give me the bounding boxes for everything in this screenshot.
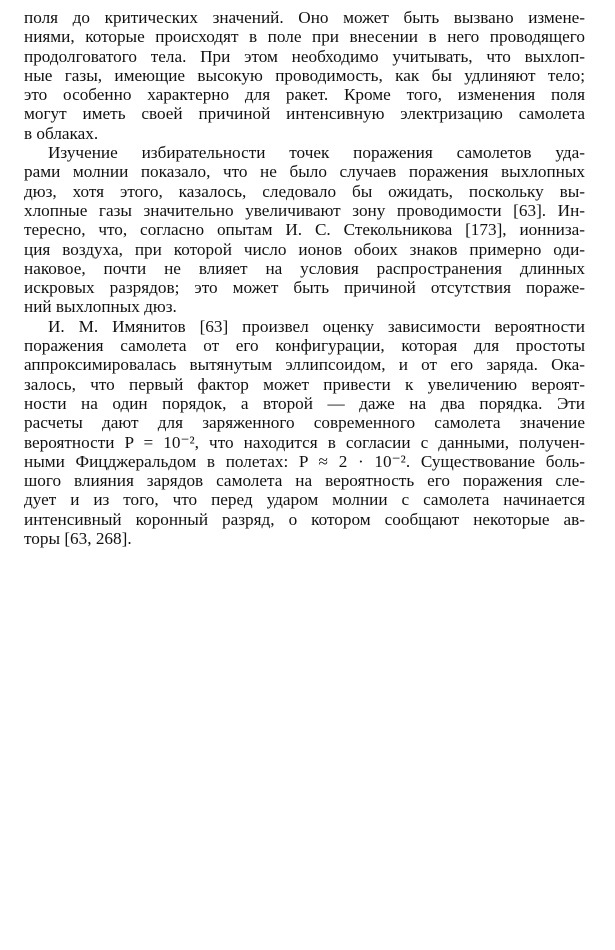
text-line: аппроксимировалась вытянутым эллипсоидом, и от его заряда. Ока- [24, 355, 585, 375]
text-line: поражения самолета от его конфигурации, которая для простоты [24, 336, 585, 356]
text-line: шого влияния зарядов самолета на вероятность его поражения сле- [24, 471, 585, 491]
text-line: в облаках. [24, 123, 99, 143]
text-line: расчеты дают для заряженного современного самолета значение [24, 413, 585, 433]
text-line: рами молнии показало, что не было случаев поражения выхлопных [24, 162, 585, 182]
text-line: ными Фицджеральдом в полетах: P ≈ 2 · 10⁻². Существование боль- [24, 451, 585, 471]
text-line: торы [63, 268]. [24, 529, 132, 549]
text-line: И. М. Имянитов [63] произвел оценку зависимости вероятности [48, 316, 585, 336]
paragraph-3 [24, 317, 585, 549]
text-line: ниями, которые происходят в поле при внесении в него проводящего [24, 27, 585, 47]
text-line: могут иметь своей причиной интенсивную электризацию самолета [24, 104, 585, 124]
text-line: хлопные газы значительно увеличивают зону проводимости [63]. Ин- [24, 200, 585, 220]
text-line: ний выхлопных дюз. [24, 297, 177, 317]
text-line: тересно, что, согласно опытам И. С. Стекольникова [173], ионниза- [24, 220, 585, 240]
text-line: продолговатого тела. При этом необходимо учитывать, что выхлоп- [24, 46, 585, 66]
text-line: залось, что первый фактор может привести к увеличению вероят- [24, 374, 585, 394]
text-line: поля до критических значений. Оно может быть вызвано измене- [24, 8, 585, 27]
text-line: наковое, почти не влияет на условия распространения длинных [24, 258, 585, 278]
document-page [24, 8, 585, 548]
text-line: искровых разрядов; это может быть причиной отсутствия пораже- [24, 278, 585, 298]
text-line: дует и из того, что перед ударом молнии с самолета начинается [24, 490, 585, 510]
text-line: Изучение избирательности точек поражения самолетов уда- [48, 143, 585, 163]
text-line: это особенно характерно для ракет. Кроме того, изменения поля [24, 85, 585, 105]
text-line: дюз, хотя этого, казалось, следовало бы ожидать, поскольку вы- [24, 181, 585, 201]
text-line: вероятности P = 10⁻², что находится в согласии с данными, получен- [24, 432, 585, 452]
paragraph-2 [24, 143, 585, 317]
text-line: ция воздуха, при которой число ионов обоих знаков примерно оди- [24, 239, 585, 259]
text-line: ности на один порядок, а второй — даже на два порядка. Эти [24, 393, 585, 413]
text-line: интенсивный коронный разряд, о котором сообщают некоторые ав- [24, 509, 585, 529]
text-line: ные газы, имеющие высокую проводимость, как бы удлиняют тело; [24, 65, 585, 85]
paragraph-1 [24, 8, 585, 143]
